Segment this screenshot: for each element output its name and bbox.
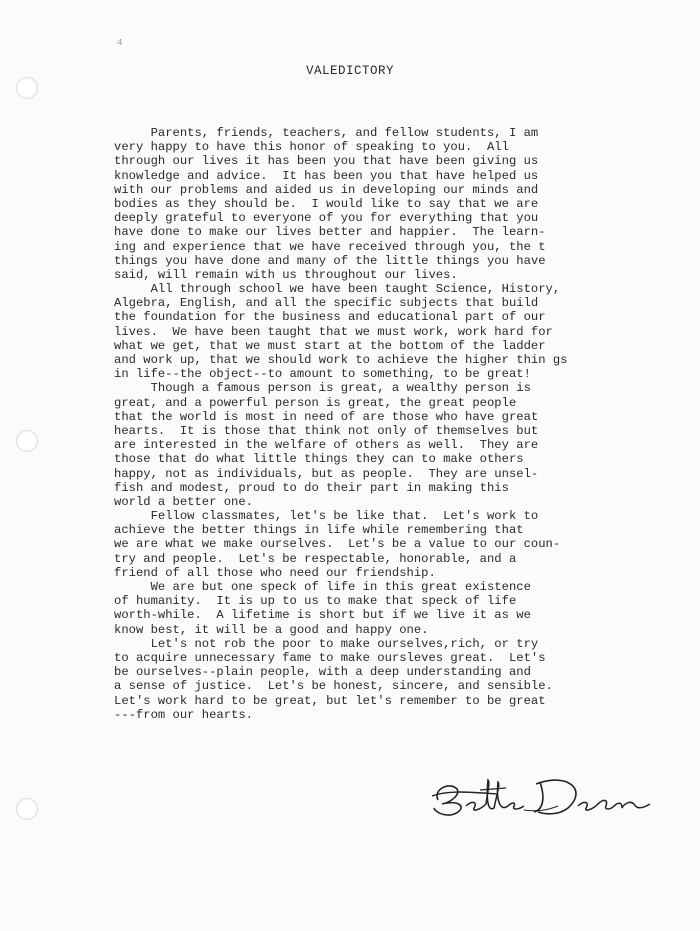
text-line: the foundation for the business and educational part of our <box>114 310 546 325</box>
text-line: said, will remain with us throughout our lives. <box>114 267 458 282</box>
corner-mark: 4 <box>117 38 123 48</box>
text-line: Let's work hard to be great, but let's remember to be great <box>114 693 546 708</box>
text-line: ing and experience that we have received through you, the t <box>114 239 546 254</box>
text-line: a sense of justice. Let's be honest, sincere, and sensible. <box>114 679 553 694</box>
text-line: Though a famous person is great, a wealthy person is <box>114 381 531 396</box>
text-line: All through school we have been taught Science, History, <box>114 282 561 297</box>
text-line: bodies as they should be. I would like to say that we are <box>114 196 539 211</box>
text-line: happy, not as individuals, but as people. They are unsel- <box>114 466 539 481</box>
punch-hole <box>16 430 38 452</box>
text-line: We are but one speck of life in this great existence <box>114 580 531 594</box>
text-line: lives. We have been taught that we must work, work hard for <box>114 324 553 339</box>
text-line: of humanity. It is up to us to make that speck of life <box>114 594 517 609</box>
punch-hole <box>16 77 38 99</box>
text-line: Algebra, English, and all the specific subjects that build <box>114 296 539 311</box>
text-line: we are what we make ourselves. Let's be a value to our coun- <box>114 537 561 552</box>
text-line: achieve the better things in life while remembering that <box>114 523 524 538</box>
signature <box>428 760 658 830</box>
text-line: in life--the object--to amount to something, to be great! <box>114 367 531 382</box>
text-line: know best, it will be a good and happy one. <box>114 622 429 637</box>
text-line: have done to make our lives better and happier. The learn- <box>114 225 546 240</box>
text-line: very happy to have this honor of speaking to you. All <box>114 140 509 155</box>
text-line: what we get, that we must start at the bottom of the ladder <box>114 338 546 353</box>
text-line: knowledge and advice. It has been you that have helped us <box>114 168 539 183</box>
text-line: Fellow classmates, let's be like that. Let's work to <box>114 509 539 524</box>
text-line: be ourselves--plain people, with a deep understanding and <box>114 665 531 680</box>
text-line: Let's not rob the poor to make ourselves,rich, or try <box>114 636 539 651</box>
body-text <box>114 126 654 722</box>
punch-hole <box>16 798 38 820</box>
text-line: great, and a powerful person is great, the great people <box>114 395 517 410</box>
text-line: through our lives it has been you that have been giving us <box>114 154 539 169</box>
text-line: try and people. Let's be respectable, honorable, and a <box>114 551 517 566</box>
text-line: world a better one. <box>114 494 253 509</box>
text-line: and work up, that we should work to achieve the higher thin gs <box>114 353 568 367</box>
text-line: Parents, friends, teachers, and fellow students, I am <box>114 126 539 140</box>
text-line: to acquire unnecessary fame to make oursleves great. Let's <box>114 650 546 665</box>
text-line: fish and modest, proud to do their part in making this <box>114 480 509 495</box>
text-line: worth-while. A lifetime is short but if we live it as we <box>114 608 531 623</box>
text-line: are interested in the welfare of others as well. They are <box>114 438 539 453</box>
text-line: things you have done and many of the little things you have <box>114 253 546 268</box>
text-line: hearts. It is those that think not only of themselves but <box>114 423 539 438</box>
text-line: friend of all those who need our friendship. <box>114 565 436 580</box>
text-line: that the world is most in need of are those who have great <box>114 409 539 424</box>
document-title: VALEDICTORY <box>305 64 394 78</box>
text-line: deeply grateful to everyone of you for everything that you <box>114 211 539 226</box>
text-line: with our problems and aided us in developing our minds and <box>114 182 539 197</box>
text-line: those that do what little things they can to make others <box>114 452 524 467</box>
text-line: ---from our hearts. <box>114 707 253 722</box>
